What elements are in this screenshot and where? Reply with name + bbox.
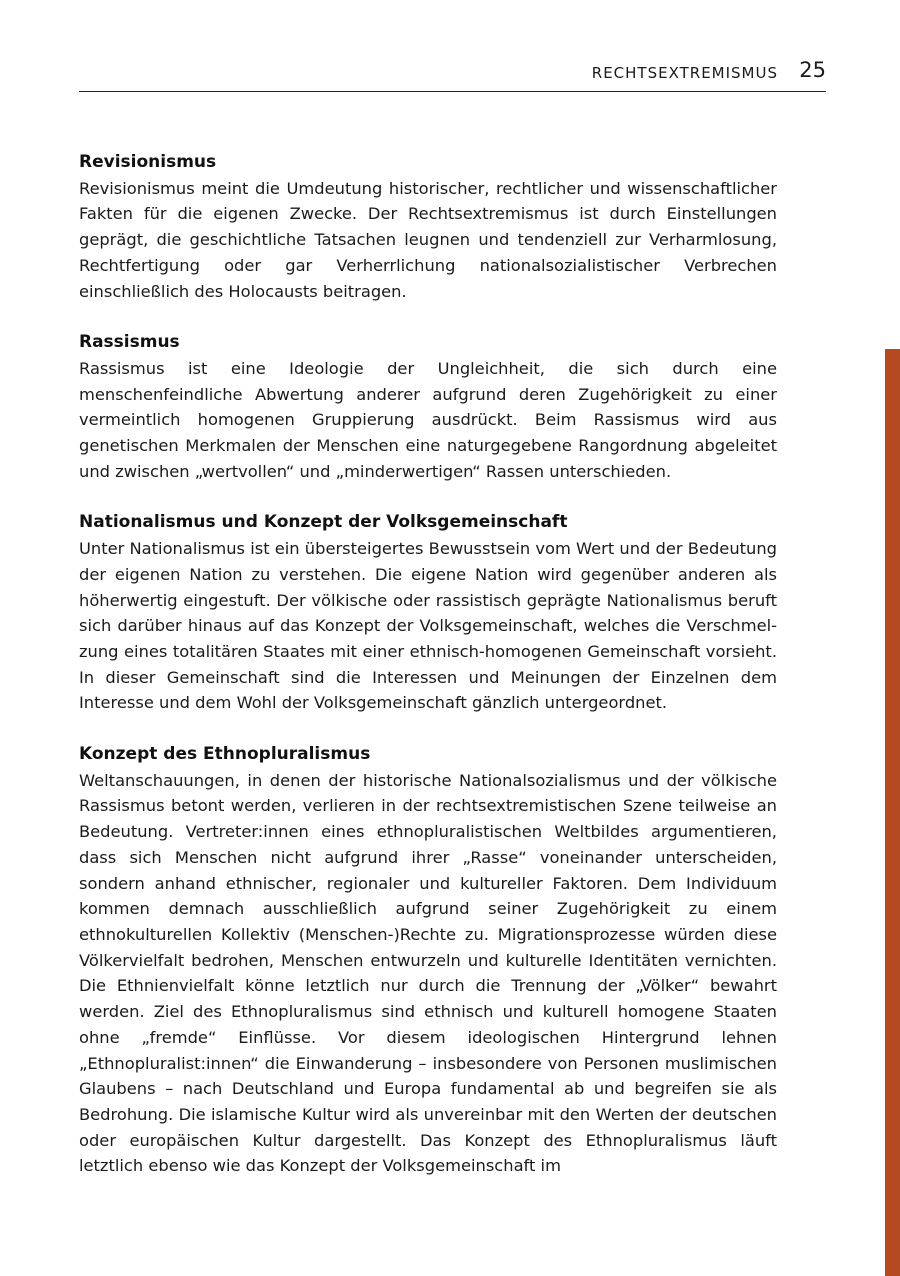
section-heading: Nationalismus und Konzept der Volksgemeinschaft xyxy=(79,512,568,533)
section-body: Weltanschauungen, in denen der historische Nationalsozialismus und der völkische Rassismus betont werden, verlieren in der rechtsextremistischen Szene teilweise an Bedeutung. Vertreter:innen eines ethnopluralistischen Weltbildes argumentieren, dass sich Menschen nicht aufgrund ihrer „Rasse“ voneinander unterscheiden, sondern anhand ethnischer, regionaler und kultureller Faktoren. Dem Individuum kommen demnach ausschließlich aufgrund seiner Zugehörigkeit zu einem ethnokulturellen Kollektiv (Menschen-)Rechte zu. Migrationsprozesse würden diese Völkervielfalt bedrohen, Menschen entwurzeln und kulturelle Identitäten vernichten. Die Ethnienvielfalt könne letztlich nur durch die Trennung der „Völker“ bewahrt werden. Ziel des Ethnopluralismus sind ethnisch und kulturell homogene Staaten ohne „fremde“ Einflüsse. Vor diesem ideologischen Hintergrund lehnen „Ethnopluralist:innen“ die Einwanderung – insbesondere von Personen muslimischen Glaubens – nach Deutschland und Europa fundamental ab und begreifen sie als Bedrohung. Die islamische Kultur wird als unvereinbar mit den Werten der deutschen oder europäischen Kultur dargestellt. Das Konzept des Ethnopluralismus läuft letztlich ebenso wie das Konzept der Volksgemeinschaft im xyxy=(79,770,777,1176)
section-ethnopluralismus xyxy=(79,742,777,1179)
section-heading: Konzept des Ethnopluralismus xyxy=(79,744,371,765)
section-body: Rassismus ist eine Ideologie der Ungleichheit, die sich durch eine menschenfeindliche Abwertung anderer aufgrund deren Zugehörigkeit zu einer vermeintlich homogenen Gruppierung ausdrückt. Beim Rassismus wird aus genetischen Merkmalen der Menschen eine naturgegebene Rangordnung abgeleitet und zwischen „wertvollen“ und „minderwertigen“ Rassen unterschieden. xyxy=(79,358,777,481)
section-body: Unter Nationalismus ist ein übersteigertes Bewusstsein vom Wert und der Bedeutung der eigenen Nation zu verstehen. Die eigene Nation wird gegenüber anderen als höherwertig eingestuft. Der völkische oder rassistisch geprägte Nationalismus beruft sich darüber hinaus auf das Konzept der Volksgemeinschaft, welches die Verschmelzung eines totalitären Staates mit einer ethnisch-homogenen Gemeinschaft vorsieht. In dieser Gemeinschaft sind die Interessen und Meinungen der Einzelnen dem Interesse und dem Wohl der Volksgemeinschaft gänzlich untergeordnet. xyxy=(79,539,777,713)
section-nationalismus xyxy=(79,510,777,716)
chapter-tab-bar xyxy=(885,349,900,1276)
page-header xyxy=(79,58,826,88)
page-content xyxy=(79,150,777,1205)
running-title: RECHTSEXTREMISMUS xyxy=(591,64,778,82)
section-heading: Rassismus xyxy=(79,332,180,353)
page-number: 25 xyxy=(799,58,826,82)
section-body: Revisionismus meint die Umdeutung historischer, rechtlicher und wissenschaftlicher Fakten für die eigenen Zwecke. Der Rechtsextremismus ist durch Einstellungen geprägt, die geschichtliche Tatsachen leugnen und tendenziell zur Verharmlosung, Rechtfertigung oder gar Verherrlichung nationalsozialistischer Verbrechen einschließlich des Holocausts beitragen. xyxy=(79,178,777,301)
section-rassismus xyxy=(79,330,777,484)
section-revisionismus xyxy=(79,150,777,304)
header-rule xyxy=(79,91,826,92)
section-heading: Revisionismus xyxy=(79,152,217,172)
